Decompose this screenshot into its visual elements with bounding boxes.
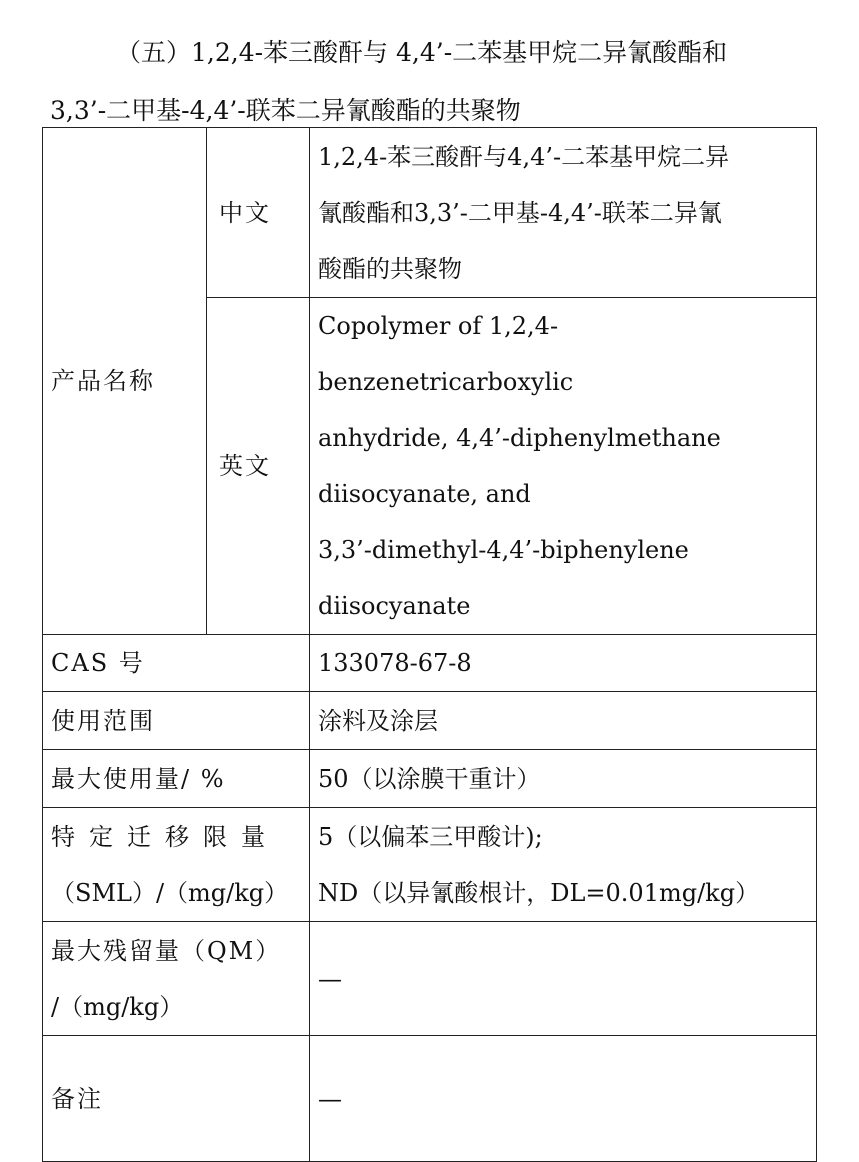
qm-label [43,922,310,1036]
max-usage-value: 50（以涂膜干重计） [310,750,817,808]
qm-label-line: /（mg/kg） [51,992,184,1021]
english-value [310,298,817,635]
chinese-value-line: 酸酯的共聚物 [318,254,462,283]
product-name-label: 产品名称 [43,128,207,635]
table-row [43,128,817,298]
table-row [43,808,817,922]
chinese-value [310,128,817,298]
section-heading [50,24,830,140]
cas-label: CAS 号 [43,635,310,692]
specification-table [42,127,817,1162]
sml-label-line: （SML）/（mg/kg） [51,878,289,907]
english-value-line: diisocyanate, and [318,480,531,508]
table-row [43,750,817,808]
chinese-label: 中文 [207,128,310,298]
table-row [43,922,817,1036]
english-label: 英文 [207,298,310,635]
cas-value: 133078-67-8 [310,635,817,692]
english-value-line: diisocyanate [318,592,471,620]
remarks-label: 备注 [43,1036,310,1162]
max-usage-label: 最大使用量/ % [43,750,310,808]
heading-line-1: （五）1,2,4-苯三酸酐与 4,4’-二苯基甲烷二异氰酸酯和 [116,38,728,67]
scope-label: 使用范围 [43,692,310,750]
table-row [43,1036,817,1162]
qm-label-line: 最大残留量（QM） [51,936,282,965]
qm-value: — [310,922,817,1036]
chinese-value-line: 1,2,4-苯三酸酐与4,4’-二苯基甲烷二异 [318,142,730,171]
remarks-value: — [310,1036,817,1162]
heading-line-2: 3,3’-二甲基-4,4’-联苯二异氰酸酯的共聚物 [50,96,521,125]
english-value-line: anhydride, 4,4’-diphenylmethane [318,424,721,452]
chinese-value-line: 氰酸酯和3,3’-二甲基-4,4’-联苯二异氰 [318,198,722,227]
english-value-line: Copolymer of 1,2,4-benzenetricarboxylic [318,312,574,396]
sml-value [310,808,817,922]
table-row [43,692,817,750]
sml-value-line: 5（以偏苯三甲酸计); [318,822,543,851]
scope-value: 涂料及涂层 [310,692,817,750]
sml-label-line: 特定迁移限量 [51,822,279,851]
sml-label [43,808,310,922]
table-row [43,635,817,692]
sml-value-line: ND（以异氰酸根计，DL=0.01mg/kg） [318,878,760,907]
english-value-line: 3,3’-dimethyl-4,4’-biphenylene [318,536,689,564]
